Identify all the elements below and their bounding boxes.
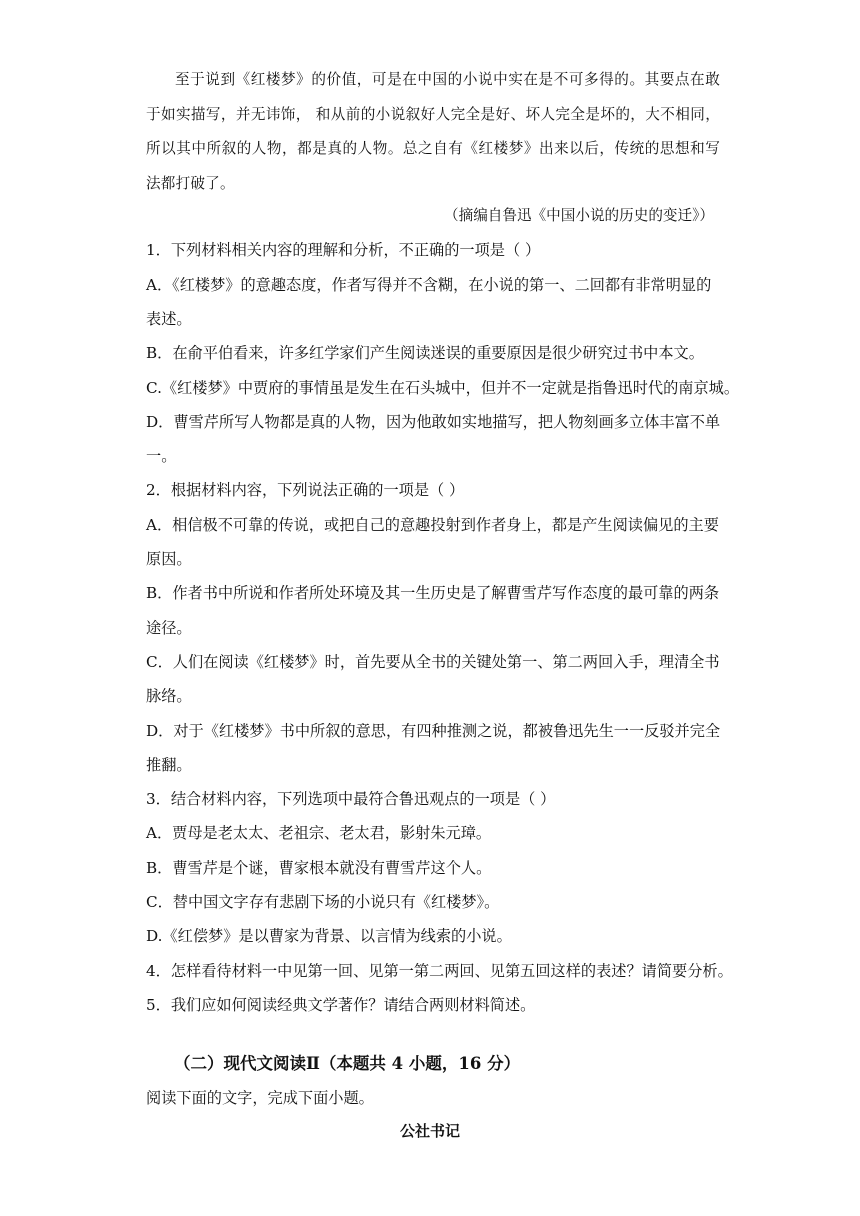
q2-option-d: D．对于《红楼梦》书中所叙的意思，有四种推测之说，都被鲁迅先生一一反驳并完全 xyxy=(146,722,721,740)
q2-option-b-cont: 途径。 xyxy=(146,619,192,637)
q3-option-a: A．贾母是老太太、老祖宗、老太君，影射朱元璋。 xyxy=(146,824,492,842)
q1-option-d-cont: 一。 xyxy=(146,447,177,465)
q3-option-b: B．曹雪芹是个谜，曹家根本就没有曹雪芹这个人。 xyxy=(146,859,492,877)
q2-option-d-cont: 推翻。 xyxy=(146,756,192,774)
q2-option-a-cont: 原因。 xyxy=(146,550,192,568)
section-heading: （二）现代文阅读Ⅱ（本题共 4 小题，16 分） xyxy=(174,1054,521,1073)
q2-option-b: B．作者书中所说和作者所处环境及其一生历史是了解曹雪芹写作态度的最可靠的两条 xyxy=(146,584,720,602)
q1-option-c: C.《红楼梦》中贾府的事情虽是发生在石头城中，但并不一定就是指鲁迅时代的南京城。 xyxy=(146,379,740,397)
passage-source: （摘编自鲁迅《中国小说的历史的变迁》） xyxy=(444,207,714,224)
q1-option-d: D．曹雪芹所写人物都是真的人物，因为他敢如实地描写，把人物刻画多立体丰富不单 xyxy=(146,413,721,431)
q4-stem: 4．怎样看待材料一中见第一回、见第一第二两回、见第五回这样的表述？请简要分析。 xyxy=(146,962,733,980)
section-instruction: 阅读下面的文字，完成下面小题。 xyxy=(146,1089,374,1107)
q2-option-c-cont: 脉络。 xyxy=(146,687,192,705)
q1-option-a-cont: 表述。 xyxy=(146,310,192,328)
q2-option-c: C．人们在阅读《红楼梦》时，首先要从全书的关键处第一、第二两回入手，理清全书 xyxy=(146,653,720,671)
q1-option-a: A．《红楼梦》的意趣态度，作者写得并不含糊，在小说的第一、二回都有非常明显的 xyxy=(146,276,712,294)
q1-option-b: B．在俞平伯看来，许多红学家们产生阅读迷误的重要原因是很少研究过书中本文。 xyxy=(146,344,704,362)
q2-stem: 2．根据材料内容，下列说法正确的一项是（ ） xyxy=(146,481,465,499)
passage-paragraph: 至于说到《红楼梦》的价值，可是在中国的小说中实在是不可多得的。其要点在敢于如实描写，并无讳饰， 和从前的小说叙好人完全是好、坏人完全是坏的，大不相同，所以其中所叙的人物，都是真的人物。总之自有《红楼梦》出来以后，传统的思想和写法都打破了。 xyxy=(146,71,720,192)
q2-option-a: A．相信极不可靠的传说，或把自己的意趣投射到作者身上，都是产生阅读偏见的主要 xyxy=(146,516,719,534)
q5-stem: 5．我们应如何阅读经典文学著作？请结合两则材料简述。 xyxy=(146,996,536,1014)
q3-option-d: D.《红偿梦》是以曹家为背景、以言情为线索的小说。 xyxy=(146,927,512,945)
q3-option-c: C．替中国文字存有悲剧下场的小说只有《红楼梦》。 xyxy=(146,893,500,911)
story-title: 公社书记 xyxy=(399,1122,460,1140)
q3-stem: 3．结合材料内容，下列选项中最符合鲁迅观点的一项是（ ） xyxy=(146,790,556,808)
q1-stem: 1．下列材料相关内容的理解和分析，不正确的一项是（ ） xyxy=(146,241,541,259)
